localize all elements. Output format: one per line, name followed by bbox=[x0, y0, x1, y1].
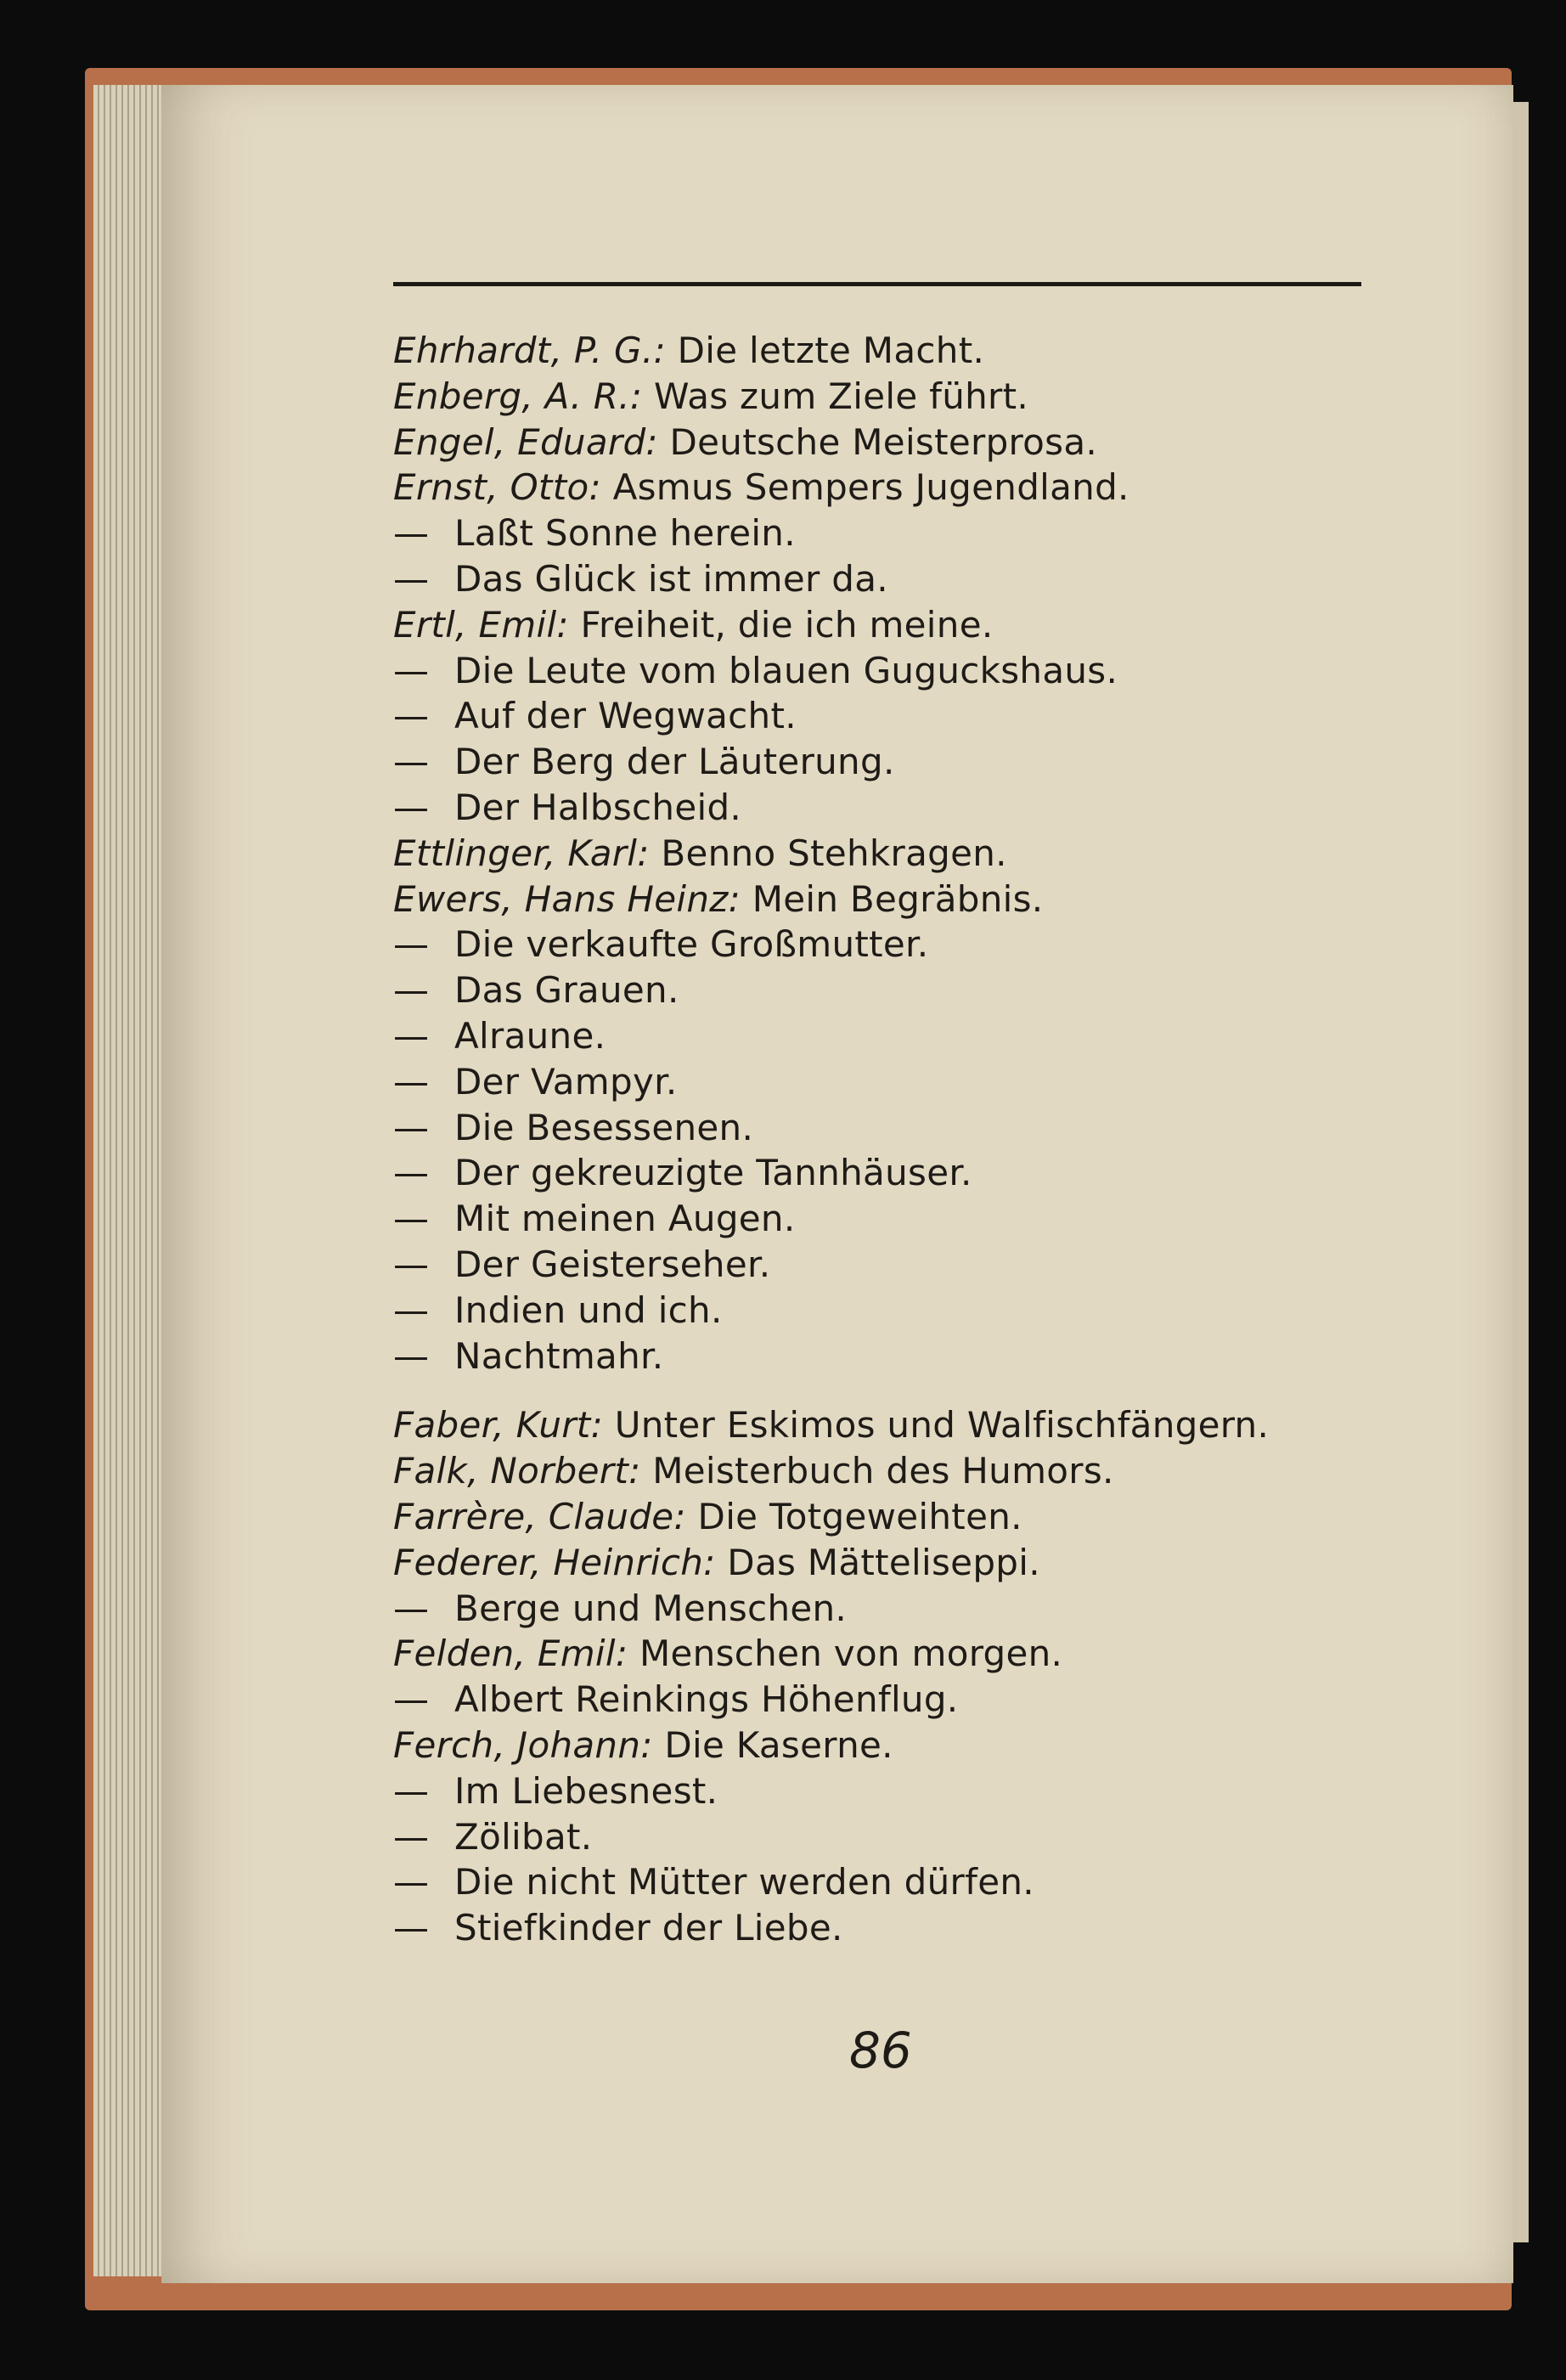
book-title: Stiefkinder der Liebe. bbox=[454, 1907, 843, 1949]
author-name: Ferch, Johann: bbox=[393, 1723, 653, 1766]
ditto-dash: — bbox=[393, 1587, 430, 1629]
list-item bbox=[393, 1723, 1463, 1768]
author-name: Falk, Norbert: bbox=[393, 1450, 641, 1492]
ditto-dash: — bbox=[393, 1014, 430, 1057]
list-item bbox=[393, 693, 1463, 739]
list-item bbox=[393, 602, 1463, 648]
list-item bbox=[393, 739, 1463, 785]
author-name: Ernst, Otto: bbox=[393, 466, 601, 509]
book-title: Der Berg der Läuterung. bbox=[454, 741, 895, 783]
list-item bbox=[393, 1677, 1463, 1723]
book-title: Freiheit, die ich meine. bbox=[580, 603, 994, 646]
book-title: Deutsche Meisterprosa. bbox=[669, 420, 1098, 463]
ditto-dash: — bbox=[393, 512, 430, 555]
list-item bbox=[393, 1334, 1463, 1379]
author-name: Faber, Kurt: bbox=[393, 1404, 604, 1447]
list-item bbox=[393, 1059, 1463, 1105]
list-item bbox=[393, 877, 1463, 922]
ditto-dash: — bbox=[393, 695, 430, 737]
book-list bbox=[393, 328, 1463, 1951]
list-item bbox=[393, 1540, 1463, 1586]
list-item bbox=[393, 1814, 1463, 1860]
book-title: Laßt Sonne herein. bbox=[454, 512, 796, 555]
author-name: Engel, Eduard: bbox=[393, 420, 658, 463]
list-item bbox=[393, 1242, 1463, 1288]
book-title: Auf der Wegwacht. bbox=[454, 695, 797, 737]
book-title: Alraune. bbox=[454, 1014, 606, 1057]
list-item bbox=[393, 556, 1463, 602]
book-title: Meisterbuch des Humors. bbox=[652, 1450, 1114, 1492]
list-item bbox=[393, 1586, 1463, 1632]
author-name: Ettlinger, Karl: bbox=[393, 832, 650, 874]
list-item bbox=[393, 648, 1463, 694]
book-title: Was zum Ziele führt. bbox=[654, 375, 1029, 417]
ditto-dash: — bbox=[393, 1907, 430, 1949]
ditto-dash: — bbox=[393, 649, 430, 691]
ditto-dash: — bbox=[393, 1060, 430, 1103]
list-item bbox=[393, 785, 1463, 831]
book-title: Die nicht Mütter werden dürfen. bbox=[454, 1861, 1034, 1903]
book-title: Die Leute vom blauen Guguckshaus. bbox=[454, 649, 1118, 691]
list-item bbox=[393, 1196, 1463, 1242]
author-name: Ehrhardt, P. G.: bbox=[393, 330, 666, 371]
ditto-dash: — bbox=[393, 741, 430, 783]
ditto-dash: — bbox=[393, 1334, 430, 1377]
book-title: Zölibat. bbox=[454, 1815, 593, 1858]
list-item bbox=[393, 1105, 1463, 1151]
page-edges bbox=[93, 85, 170, 2276]
book-title: Mit meinen Augen. bbox=[454, 1198, 796, 1240]
ditto-dash: — bbox=[393, 1815, 430, 1858]
book-title: Der Geisterseher. bbox=[454, 1243, 771, 1285]
book-title: Menschen von morgen. bbox=[639, 1633, 1063, 1675]
book-title: Nachtmahr. bbox=[454, 1334, 664, 1377]
ditto-dash: — bbox=[393, 1678, 430, 1721]
book-title: Indien und ich. bbox=[454, 1289, 723, 1331]
book-title: Asmus Sempers Jugendland. bbox=[612, 466, 1129, 509]
book-title: Die Besessenen. bbox=[454, 1106, 754, 1148]
book-title: Die verkaufte Großmutter. bbox=[454, 923, 929, 966]
ditto-dash: — bbox=[393, 1289, 430, 1331]
book-title: Der Halbscheid. bbox=[454, 786, 742, 828]
ditto-dash: — bbox=[393, 557, 430, 600]
list-item bbox=[393, 420, 1463, 465]
book-title: Das Grauen. bbox=[454, 969, 679, 1012]
ditto-dash: — bbox=[393, 1198, 430, 1240]
book-title: Albert Reinkings Höhenflug. bbox=[454, 1678, 959, 1721]
page-number: 86 bbox=[849, 2022, 912, 2079]
list-item bbox=[393, 1859, 1463, 1905]
list-item bbox=[393, 328, 1463, 374]
author-name: Enberg, A. R.: bbox=[393, 375, 643, 417]
list-item bbox=[393, 831, 1463, 877]
book-title: Der Vampyr. bbox=[454, 1060, 678, 1103]
ditto-dash: — bbox=[393, 969, 430, 1012]
list-item bbox=[393, 1402, 1463, 1448]
list-item bbox=[393, 1288, 1463, 1334]
list-item bbox=[393, 967, 1463, 1013]
ditto-dash: — bbox=[393, 923, 430, 966]
author-name: Ertl, Emil: bbox=[393, 603, 569, 646]
book-title: Die Totgeweihten. bbox=[697, 1495, 1022, 1537]
ditto-dash: — bbox=[393, 786, 430, 828]
author-name: Ewers, Hans Heinz: bbox=[393, 877, 741, 920]
book-title: Im Liebesnest. bbox=[454, 1769, 718, 1812]
ditto-dash: — bbox=[393, 1769, 430, 1812]
book-title: Mein Begräbnis. bbox=[752, 877, 1044, 920]
author-name: Felden, Emil: bbox=[393, 1633, 628, 1675]
list-item bbox=[393, 510, 1463, 556]
list-item bbox=[393, 1631, 1463, 1677]
list-item bbox=[393, 1905, 1463, 1951]
book-title: Berge und Menschen. bbox=[454, 1587, 848, 1629]
list-item bbox=[393, 374, 1463, 420]
list-item bbox=[393, 1013, 1463, 1059]
next-page-edge bbox=[1513, 102, 1529, 2242]
ditto-dash: — bbox=[393, 1152, 430, 1194]
list-item bbox=[393, 1150, 1463, 1196]
list-item bbox=[393, 1768, 1463, 1814]
list-item bbox=[393, 465, 1463, 510]
author-name: Farrère, Claude: bbox=[393, 1495, 686, 1537]
book-title: Der gekreuzigte Tannhäuser. bbox=[454, 1152, 972, 1194]
book-title: Benno Stehkragen. bbox=[661, 832, 1007, 874]
ditto-dash: — bbox=[393, 1106, 430, 1148]
book-title: Unter Eskimos und Walfischfängern. bbox=[614, 1404, 1270, 1447]
book-title: Die letzte Macht. bbox=[677, 330, 985, 371]
ditto-dash: — bbox=[393, 1861, 430, 1903]
author-name: Federer, Heinrich: bbox=[393, 1541, 716, 1583]
top-rule bbox=[393, 282, 1361, 286]
list-item bbox=[393, 1494, 1463, 1540]
book-title: Das Glück ist immer da. bbox=[454, 557, 888, 600]
list-item bbox=[393, 1448, 1463, 1494]
list-item bbox=[393, 922, 1463, 967]
ditto-dash: — bbox=[393, 1243, 430, 1285]
book-title: Das Mätteliseppi. bbox=[727, 1541, 1040, 1583]
book-title: Die Kaserne. bbox=[664, 1723, 893, 1766]
